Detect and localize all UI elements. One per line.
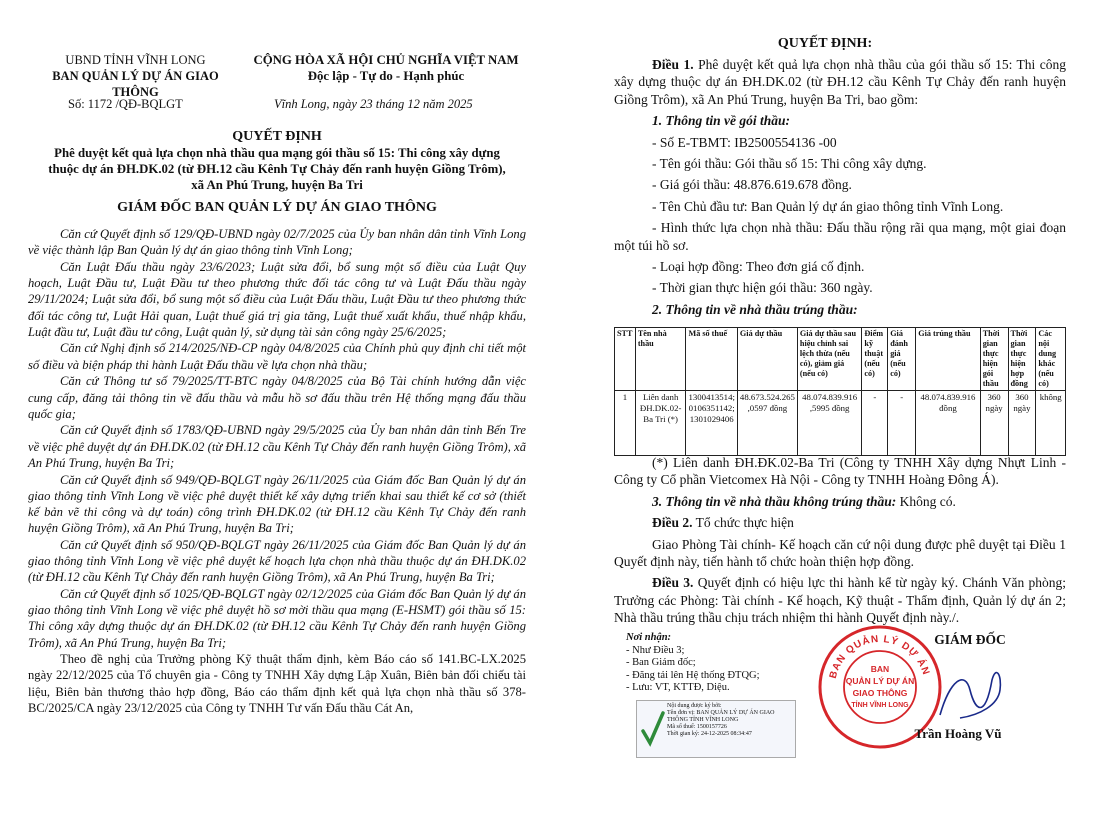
title-subject-1: Phê duyệt kết quả lựa chọn nhà thầu qua mạng gói thầu số 15: Thi công xây dựng xyxy=(54,146,500,160)
th-bid-price: Giá dự thầu xyxy=(737,328,797,391)
basis-item: Căn cứ Quyết định số 949/QĐ-BQLGT ngày 26/11/2025 của Giám đốc Ban Quản lý dự án giao thông tỉnh Vĩnh Long về việc phê duyệt thiết kế xây dựng triển khai sau thiết kế cơ sở (thiết kế bản vẽ thi công và dự toán) công trình ĐH.DK.02 (từ ĐH.12 cầu Kênh Tự Chảy đến ranh huyện Giồng Trôm), xã An Phú Trung, huyện Ba Tri; xyxy=(28,472,526,536)
stamp-text: TỈNH VĨNH LONG xyxy=(851,702,909,709)
cell-eval-price: - xyxy=(888,391,916,456)
table-header-row xyxy=(615,328,1066,391)
sig-line: Mã số thuế: 1500157726 xyxy=(667,724,727,730)
stamp-ring-text: BAN QUẢN LÝ DỰ ÁN xyxy=(827,633,932,680)
digital-signature-box xyxy=(636,700,796,758)
agency-name: BAN QUẢN LÝ DỰ ÁN GIAO THÔNG xyxy=(52,69,219,99)
cell-adjusted-price: 48.074.839.916 ,5995 đồng xyxy=(797,391,861,456)
articles-2-3 xyxy=(614,454,1066,631)
th-stt: STT xyxy=(615,328,636,391)
basis-proposal: Theo đề nghị của Trưởng phòng Kỹ thuật thẩm định, kèm Báo cáo số 141.BC-LX.2025 ngày 22/12/2025 của Tổ chuyên gia - Công ty TNHH Xây dựng Lập Xuân, Biên bản đối chiếu tài liệu, Biên bản thương thảo hợp đồng, Báo cáo thẩm định kết quả lựa chọn nhà thầu số 378-BC/2025/CA ngày 23/12/2025 của Công ty TNHH Tư vấn Đấu thầu Cát An, xyxy=(28,652,526,715)
sig-line: Thời gian ký: 24-12-2025 08:34:47 xyxy=(667,731,752,737)
table-row xyxy=(615,391,1066,456)
article-1 xyxy=(614,56,1066,322)
article-1-text: Phê duyệt kết quả lựa chọn nhà thầu của gói thầu số 15: Thi công xây dựng thuộc dự án ĐH.DK.02 (từ ĐH.12 cầu Kênh Tự Chảy đến ranh huyện Giồng Trôm), xã An Phú Trung, huyện Ba Tri, bao gồm: xyxy=(614,57,1067,107)
recipients xyxy=(626,632,826,695)
agency-parent: UBND TỈNH VĨNH LONG xyxy=(65,53,206,67)
th-tech-score: Điểm kỹ thuật (nếu có) xyxy=(862,328,888,391)
document-date: Vĩnh Long, ngày 23 tháng 12 năm 2025 xyxy=(274,97,473,111)
th-package-duration: Thời gian thực hiện gói thầu xyxy=(980,328,1008,391)
check-icon xyxy=(641,709,665,749)
article-3-label: Điều 3. xyxy=(652,575,694,591)
package-info-item: - Loại hợp đồng: Theo đơn giá cố định. xyxy=(652,259,865,275)
basis-item: Căn cứ Quyết định số 1025/QĐ-BQLGT ngày 02/12/2025 của Giám đốc Ban Quản lý dự án giao thông tỉnh Vĩnh Long về việc phê duyệt hồ sơ mời thầu qua mạng (E-HSMT) gói thầu số 15: Thi công xây dựng thuộc dự án ĐH.DK.02 (từ ĐH.12 cầu Kênh Tự Chảy đến ranh huyện Giồng Trôm), xã An Phú Trung, huyện Ba Tri; xyxy=(28,586,526,650)
basis-item: Căn Luật Đấu thầu ngày 23/6/2023; Luật sửa đổi, bổ sung một số điều của Luật Quy hoạch, Luật Đầu tư, Luật Đầu tư theo phương thức đối tác công tư và Luật Đấu thầu ngày 29/11/2024; Luật sửa đổi, bổ sung một số điều của Luật Đấu thầu, Luật Đầu tư theo phương thức đối tác công tư, Luật Hải quan, Luật thuế giá trị gia tăng, Luật thuế xuất khẩu, thuế nhập khẩu, Luật đầu tư, Luật đầu tư công, Luật quản lý, sử dụng tài sản công ngày 25/6/2025; xyxy=(28,259,526,339)
section-3-value: Không có. xyxy=(899,493,956,509)
article-2-text: Tổ chức thực hiện xyxy=(695,515,794,531)
th-adjusted-price: Giá dự thầu sau hiệu chỉnh sai lệch thừa (nếu có), giảm giá (nếu có) xyxy=(797,328,861,391)
basis-item: Căn cứ Nghị định số 214/2025/NĐ-CP ngày 04/8/2025 của Chính phủ quy định chi tiết một số điều và biện pháp thi hành Luật Đấu thầu về lựa chọn nhà thầu; xyxy=(28,341,526,372)
article-3-text: Quyết định có hiệu lực thi hành kể từ ngày ký. Chánh Văn phòng; Trưởng các Phòng: Tài chính - Kế hoạch, Kỹ thuật - Thẩm định, Quản lý dự án 2; Nhà thầu trúng thầu chịu trách nhiệm thi hành Quyết định này./. xyxy=(614,575,1067,626)
signer-title: GIÁM ĐỐC xyxy=(934,632,1006,647)
recipient-item: - Ban Giám đốc; xyxy=(626,657,696,669)
article-2-body: Giao Phòng Tài chính- Kế hoạch căn cứ nội dung được phê duyệt tại Điều 1 Quyết định này, tiến hành tổ chức hoàn thiện hợp đồng. xyxy=(614,536,1066,570)
basis-item: Căn cứ Quyết định số 1783/QĐ-UBND ngày 29/5/2025 của Ủy ban nhân dân tỉnh Bến Tre về việc phê duyệt dự án ĐH.DK.02 (từ ĐH.12 cầu Kênh Tự Chảy đến ranh huyện Giồng Trôm), xã An Phú Trung, huyện Ba Tri; xyxy=(28,423,526,470)
recipient-item: - Đăng tải lên Hệ thống ĐTQG; xyxy=(626,669,760,681)
section-3-heading: 3. Thông tin về nhà thầu không trúng thầu: xyxy=(652,493,897,509)
title-subject-3: xã An Phú Trung, huyện Ba Tri xyxy=(191,178,363,192)
title-heading: QUYẾT ĐỊNH xyxy=(232,129,322,144)
cell-stt: 1 xyxy=(615,391,636,456)
package-info-item: - Thời gian thực hiện gói thầu: 360 ngày. xyxy=(652,280,873,296)
cell-tech-score: - xyxy=(862,391,888,456)
section-1-heading: 1. Thông tin về gói thầu: xyxy=(652,113,791,129)
cell-package-duration: 360 ngày xyxy=(980,391,1008,456)
cell-contract-duration: 360 ngày xyxy=(1008,391,1036,456)
winning-bidder-table xyxy=(614,327,1066,456)
title-subject-2: thuộc dự án ĐH.DK.02 (từ ĐH.12 cầu Kênh Tự Chảy đến ranh huyện Giồng Trôm), xyxy=(48,162,506,176)
package-info-item: - Số E-TBMT: IB2500554136 -00 xyxy=(652,134,837,150)
basis-item: Căn cứ Thông tư số 79/2025/TT-BTC ngày 04/8/2025 của Bộ Tài chính hướng dẫn việc cung cấp, đăng tải thông tin về đấu thầu và mẫu hồ sơ đấu thầu trên Hệ thống mạng đấu thầu quốc gia; xyxy=(28,374,526,421)
document-header xyxy=(28,52,526,122)
motto: Độc lập - Tự do - Hạnh phúc xyxy=(307,69,465,83)
cell-bidder: Liên danh ĐH.DK.02-Ba Tri (*) xyxy=(635,391,686,456)
recipient-item: - Như Điều 3; xyxy=(626,644,685,656)
recipients-heading: Nơi nhận: xyxy=(626,632,672,643)
issuing-agency xyxy=(28,52,243,100)
decision-heading: QUYẾT ĐỊNH: xyxy=(777,36,873,51)
package-info-item: - Tên gói thầu: Gói thầu số 15: Thi công xây dựng. xyxy=(652,156,927,172)
th-eval-price: Giá đánh giá (nếu có) xyxy=(888,328,916,391)
th-award-price: Giá trúng thầu xyxy=(916,328,980,391)
legal-basis xyxy=(28,226,526,717)
package-info-item: - Tên Chủ đầu tư: Ban Quản lý dự án giao thông tỉnh Vĩnh Long. xyxy=(652,198,1004,214)
stamp-text: BAN xyxy=(870,664,890,674)
section-2-heading: 2. Thông tin về nhà thầu trúng thầu: xyxy=(652,301,858,317)
nation-name: CỘNG HÒA XÃ HỘI CHỦ NGHĨA VIỆT NAM xyxy=(253,53,519,67)
cell-tax-code: 1300413514; 0106351142; 1301029406 xyxy=(686,391,737,456)
stamp-text: GIAO THÔNG xyxy=(852,688,908,698)
th-tax-code: Mã số thuế xyxy=(686,328,737,391)
signer-name: Trần Hoàng Vũ xyxy=(914,726,1002,741)
article-2-label: Điều 2. xyxy=(652,515,693,531)
stamp-text: QUẢN LÝ DỰ ÁN xyxy=(845,676,915,686)
joint-venture-note: (*) Liên danh ĐH.ĐK.02-Ba Tri (Công ty TNHH Xây dựng Nhựt Linh - Công ty Cổ phần Vietcomex Hà Nội - Công ty TNHH Hoàng Đông Á). xyxy=(614,455,1066,488)
sig-line: Tên đơn vị: BAN QUẢN LÝ DỰ ÁN GIAO THÔNG TỈNH VĨNH LONG xyxy=(667,710,775,723)
recipient-item: - Lưu: VT, KTTĐ, Diệu. xyxy=(626,682,730,694)
sig-line: Nội dung được ký bởi: xyxy=(667,703,722,709)
th-other: Các nội dung khác (nếu có) xyxy=(1036,328,1066,391)
document-number: Số: 1172 /QĐ-BQLGT xyxy=(68,97,183,111)
basis-item: Căn cứ Quyết định số 950/QĐ-BQLGT ngày 26/11/2025 của Giám đốc Ban Quản lý dự án giao thông tỉnh Vĩnh Long về việc phê duyệt kế hoạch lựa chọn nhà thầu thuộc dự án ĐH.DK.02 (từ ĐH.12 cầu Kênh Tự Chảy đến ranh huyện Giồng Trôm), xã An Phú Trung, huyện Ba Tri; xyxy=(28,537,526,585)
package-info-item: - Hình thức lựa chọn nhà thầu: Đấu thầu rộng rãi qua mạng, một giai đoạn một túi hồ sơ. xyxy=(614,220,1066,253)
director-heading: GIÁM ĐỐC BAN QUẢN LÝ DỰ ÁN GIAO THÔNG xyxy=(117,200,437,215)
article-1-label: Điều 1. xyxy=(652,57,694,72)
cell-award-price: 48.074.839.916 đồng xyxy=(916,391,980,456)
national-motto xyxy=(246,52,526,84)
package-info-item: - Giá gói thầu: 48.876.619.678 đồng. xyxy=(652,177,852,193)
th-contract-duration: Thời gian thực hiện hợp đồng xyxy=(1008,328,1036,391)
cell-bid-price: 48.673.524.265 ,0597 đồng xyxy=(737,391,797,456)
th-bidder: Tên nhà thầu xyxy=(635,328,686,391)
cell-other: không xyxy=(1036,391,1066,456)
decision-title xyxy=(28,128,526,193)
basis-item: Căn cứ Quyết định số 129/QĐ-UBND ngày 02/7/2025 của Ủy ban nhân dân tỉnh Vĩnh Long về việc thành lập Ban Quản lý dự án giao thông tỉnh Vĩnh Long; xyxy=(28,227,526,258)
handwritten-signature xyxy=(930,660,1010,730)
